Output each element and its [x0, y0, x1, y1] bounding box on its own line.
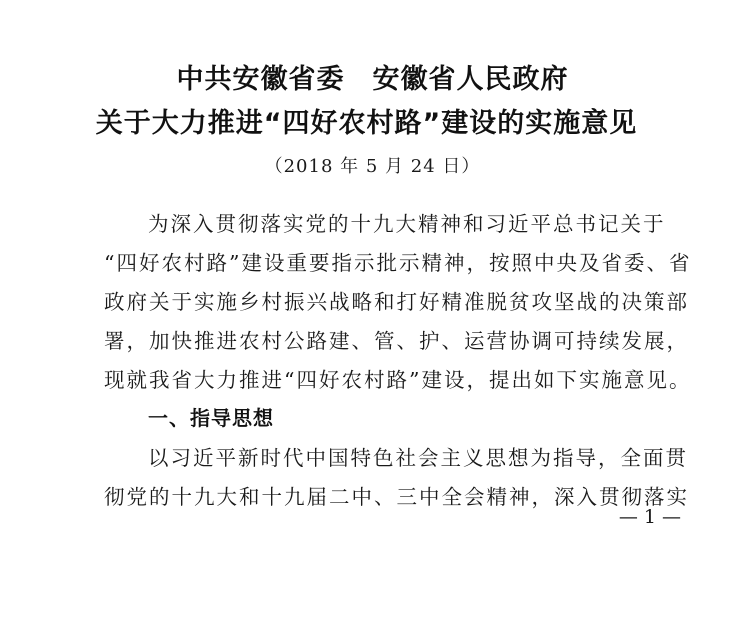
paragraph-line: “四好农村路”建设重要指示批示精神，按照中央及省委、省 — [104, 251, 692, 275]
paragraph-line: 署，加快推进农村公路建、管、护、运营协调可持续发展， — [104, 329, 689, 353]
paragraph-line: 以习近平新时代中国特色社会主义思想为指导，全面贯 — [148, 446, 688, 470]
paragraph-line: 现就我省大力推进“四好农村路”建设，提出如下实施意见。 — [104, 368, 692, 392]
paragraph-line: 为深入贯彻落实党的十九大精神和习近平总书记关于 — [148, 212, 666, 236]
document-title-line1: 中共安徽省委 安徽省人民政府 — [176, 64, 569, 95]
page-number: — 1 — — [618, 506, 681, 528]
document-title-line2: 关于大力推进“四好农村路”建设的实施意见 — [95, 108, 638, 139]
section-heading: 一、指导思想 — [148, 406, 274, 430]
paragraph-line: 政府关于实施乡村振兴战略和打好精准脱贫攻坚战的决策部 — [104, 290, 689, 314]
paragraph-line: 彻党的十九大和十九届二中、三中全会精神，深入贯彻落实 — [104, 485, 689, 509]
document-date: （2018 年 5 月 24 日） — [264, 156, 481, 177]
